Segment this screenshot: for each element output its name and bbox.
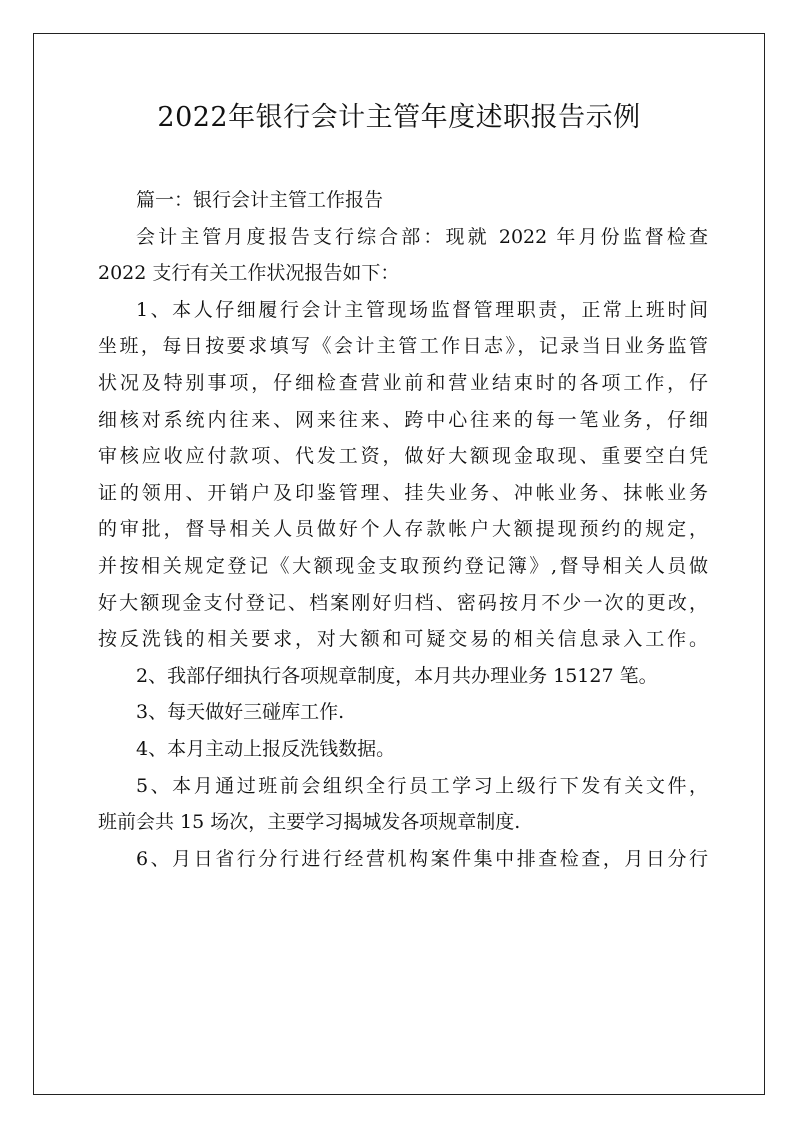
paragraph-line: 2、我部仔细执行各项规章制度，本月共办理业务 15127 笔。 [136, 664, 658, 687]
paragraph-line: 5、本月通过班前会组织全行员工学习上级行下发有关文件， [136, 774, 708, 797]
paragraph-line: 班前会共 15 场次，主要学习揭城发各项规章制度. [98, 811, 521, 834]
paragraph-line: 6、月日省行分行进行经营机构案件集中排查检查，月日分行 [136, 847, 708, 870]
paragraph-line: 细核对系统内往来、网来往来、跨中心往来的每一笔业务，仔细 [98, 408, 708, 431]
paragraph-line: 坐班，每日按要求填写《会计主管工作日志》，记录当日业务监管 [98, 335, 708, 358]
paragraph-line: 按反洗钱的相关要求，对大额和可疑交易的相关信息录入工作。 [98, 628, 708, 651]
document-body [98, 182, 708, 877]
paragraph-line: 3、每天做好三碰库工作. [136, 701, 345, 724]
paragraph-line: 2022 支行有关工作状况报告如下： [98, 262, 400, 285]
paragraph-line: 会计主管月度报告支行综合部：现就 2022 年月份监督检查 [136, 225, 708, 248]
paragraph-line: 1、本人仔细履行会计主管现场监督管理职责，正常上班时间 [136, 298, 708, 321]
paragraph-line: 并按相关规定登记《大额现金支取预约登记簿》,督导相关人员做 [98, 554, 708, 577]
paragraph-line: 审核应收应付款项、代发工资，做好大额现金取现、重要空白凭 [98, 445, 708, 468]
paragraph-line: 证的领用、开销户及印鉴管理、挂失业务、冲帐业务、抹帐业务 [98, 481, 708, 504]
document-title: 2022年银行会计主管年度述职报告示例 [157, 102, 641, 133]
paragraph-line: 4、本月主动上报反洗钱数据。 [136, 737, 396, 760]
paragraph-line: 状况及特别事项，仔细检查营业前和营业结束时的各项工作，仔 [98, 371, 708, 394]
paragraph-line: 篇一：银行会计主管工作报告 [136, 189, 384, 211]
paragraph-line: 好大额现金支付登记、档案刚好归档、密码按月不少一次的更改， [98, 591, 708, 614]
paragraph-line: 的审批，督导相关人员做好个人存款帐户大额提现预约的规定， [98, 518, 708, 541]
